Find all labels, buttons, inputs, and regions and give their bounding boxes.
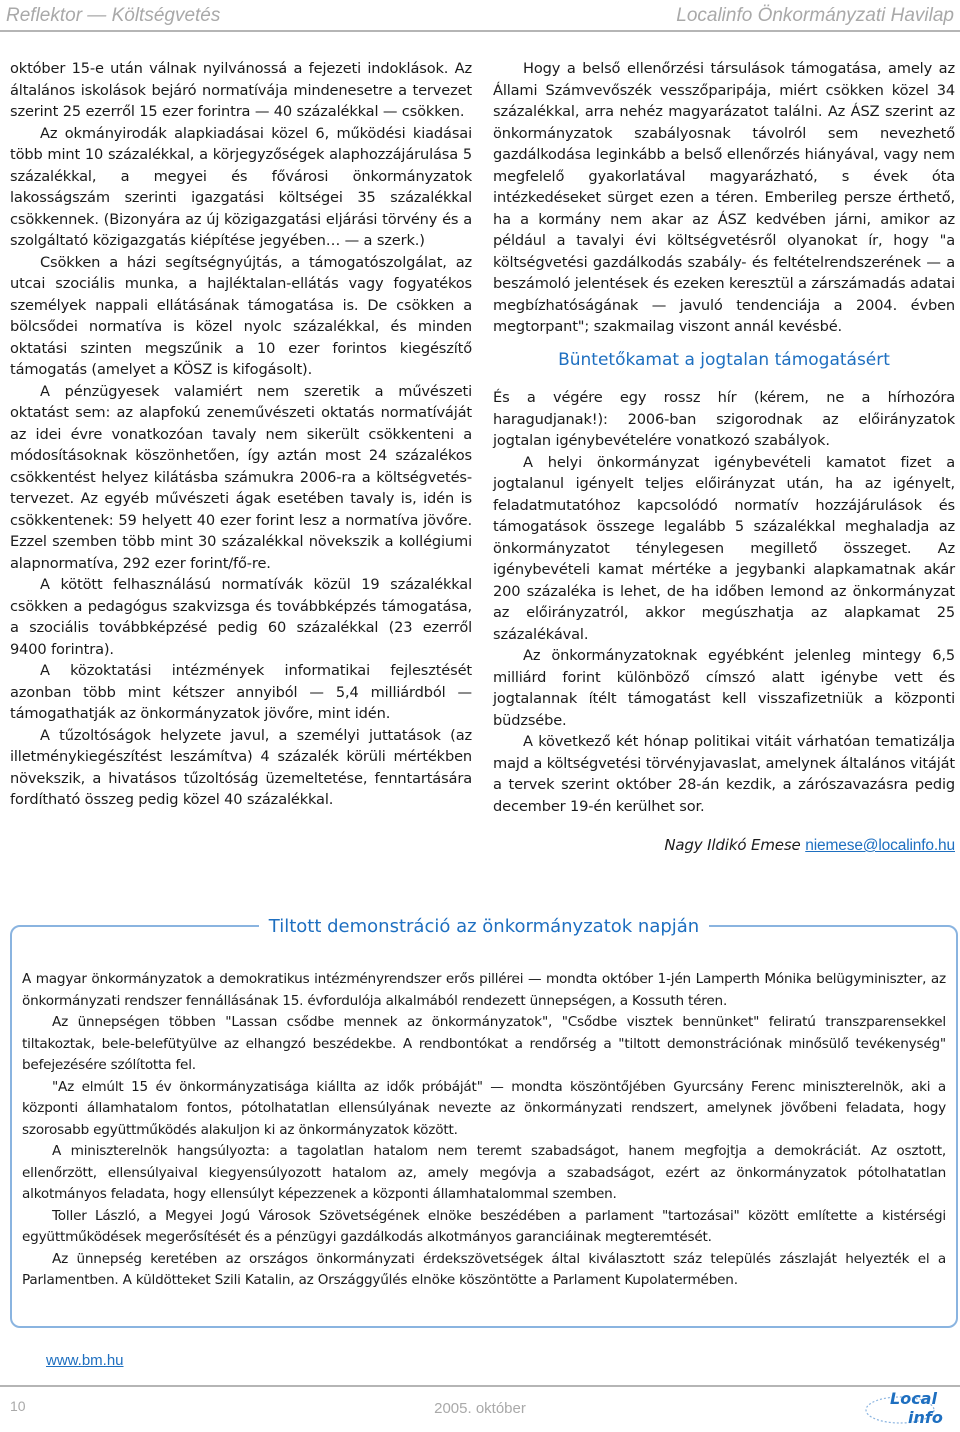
article-paragraph: A helyi önkormányzat igénybevételi kamatot fizet a jogtalanul igényelt teljes előirányzat után, ha az igényelt, feladatmutatóhoz kapcsolódó normatív hozzájárulások és támogatások összege legalább 5 százalékkal meghaladja az önkormányzatot ténylegesen megillető összeget. Az igénybevételi kamat mértéke a jegybanki alapkamatnak akár 200 százaléka is lehet, de ha időben lemond az önkormányzat az előirányzatról, akkor megúszhatja az alapkamat 25 százalékával. bbox=[493, 453, 955, 643]
box-body bbox=[22, 969, 946, 1292]
article-paragraph: Az okmányirodák alapkiadásai közel 6, működési kiadásai több mint 10 százalékkal, a körjegyzőségek alaphozzájárulása 5 százalékkal, a megyei és fővárosi önkormányzatok lakosságszám szerinti igazgatási költségei 35 százalékkal csökkennek. (Bizonyára az új közigazgatási eljárási törvény és a szolgáltató közigazgatás kiépítése jegyében… — a szerk.) bbox=[10, 124, 472, 249]
box-paragraph: Toller László, a Megyei Jogú Városok Szövetségének elnöke beszédében a parlament "tartozásai" között említette a kistérségi együttműködések megerősítését és a pénzügyi gazdálkodás alkotmányos garanciáinak megteremtését. bbox=[22, 1207, 946, 1245]
sidebar-box bbox=[10, 916, 958, 1328]
article-paragraph: A pénzügyesek valamiért nem szeretik a művészeti oktatást sem: az alapfokú zeneművészeti oktatás normatíváját az idei évre vonatkozóan tavaly nem sikerült csökkenteni a módosításoknak köszönhetően, így aztán most 24 százalékos csökkentést helyez kilátásba számukra 2006-ra a költségvetés-tervezet. Az egyéb művészeti ágak esetében tavaly is, idén is csökkentenek: 59 helyett 40 ezer forint lesz a normatíva jövőre. Ezzel szemben több mint 30 százalékkal növekszik a kollégiumi alapnormatíva, 292 ezer forint/fő-re. bbox=[10, 382, 472, 572]
box-paragraph: Az ünnepség keretében az országos önkormányzati érdekszövetségek által kiválasztott száz település zászlaját helyezték el a Parlamentben. A küldötteket Szili Katalin, az Országgyűlés elnöke köszöntötte a Parlament Kupolatermében. bbox=[22, 1250, 946, 1288]
logo-text-info: info bbox=[908, 1408, 943, 1427]
box-paragraph: "Az elmúlt 15 év önkormányzatisága kiállta az idők próbáját" — mondta köszöntőjében Gyurcsány Ferenc miniszterelnök, aki a központi államhatalom fontos, pótolhatatlan ellensúlyának nevezte az önkormányzati rendszert, amelynek jövőbeni feladata, hogy szorosabb együttműködés alakuljon ki az önkormányzatok között. bbox=[22, 1078, 946, 1138]
author-email-link[interactable]: niemese@localinfo.hu bbox=[805, 837, 955, 854]
article-paragraph: És a végére egy rossz hír (kérem, ne a hírhozóra haragudjanak!): 2006-ban szigorodnak az előirányzatok jogtalan igénybevételére vonatkozó szabályok. bbox=[493, 389, 955, 449]
article-paragraph: A tűzoltóságok helyzete javul, a személyi juttatások (az illetménykiegészítést leszámítva) 4 százalék körüli mértékben növekszik, a hivatásos tűzoltóság üzemeltetése, fenntartására fordítható összeg pedig közel 40 százalékkal. bbox=[10, 726, 472, 808]
box-paragraph: Az ünnepségen többen "Lassan csődbe mennek az önkormányzatok", "Csődbe visztek bennünket" feliratú transzparensekkel tiltakoztak, bele-belefütyülve az elhangzó beszédekbe. A rendbontókat a rendőrség a "tiltott demonstrációnak minősülő tevékenység" befejezésére szólította fel. bbox=[22, 1014, 946, 1073]
article-paragraph: A kötött felhasználású normatívák közül 19 százalékkal csökken a pedagógus szakvizsga és továbbképzés támogatása, a szociális továbbképzésé pedig 60 százalékkal (23 ezerről 9400 forintra). bbox=[10, 576, 472, 658]
issue-date: 2005. október bbox=[434, 1400, 526, 1417]
right-column bbox=[493, 58, 955, 857]
box-paragraph: A miniszterelnök hangsúlyozta: a tagolatlan hatalom nem teremt szabadságot, hanem megfojtja a demokráciát. Az osztott, ellenőrzött, ellensúlyaival kiegyensúlyozott hatalom az, amely megóvja a szabadságot, ezért az önkormányzatok pótolhatatlan alkotmányos feladata, hogy ellensúlyt képezzenek a központi államhatalommal szemben. bbox=[22, 1143, 946, 1202]
localinfo-logo bbox=[860, 1388, 956, 1428]
section-heading: Büntetőkamat a jogtalan támogatásért bbox=[558, 349, 890, 370]
page-header bbox=[0, 0, 960, 32]
page-number: 10 bbox=[10, 1398, 26, 1414]
box-paragraph: A magyar önkormányzatok a demokratikus intézményrendszer erős pillérei — mondta október 1-jén Lamperth Mónika belügyminiszter, az önkormányzati rendszer fennállásának 15. évfordulója alkalmából rendezett ünnepségen, a Kossuth téren. bbox=[22, 971, 946, 1009]
website-link[interactable]: www.bm.hu bbox=[46, 1352, 124, 1369]
box-title-wrapper bbox=[12, 913, 956, 941]
article-paragraph: A közoktatási intézmények informatikai fejlesztését azonban több mint kétszer annyiból — 5,4 milliárdból — támogathatják az önkormányzatok jövőre, mint idén. bbox=[10, 662, 472, 722]
author-byline bbox=[493, 835, 955, 857]
author-name: Nagy Ildikó Emese bbox=[664, 836, 801, 854]
article-paragraph: Az önkormányzatoknak egyébként jelenleg mintegy 6,5 milliárd forint különböző címszó alatt igénybe vett és jogtalannak ítélt támogatást kell visszafizetniük a központi büdzsébe. bbox=[493, 647, 955, 729]
article-paragraph: A következő két hónap politikai vitáit várhatóan tematizálja majd a költségvetési törvényjavaslat, amelynek általános vitáját a tervek szerint október 28-án kezdik, a zárószavazásra pedig december 19-én kerülhet sor. bbox=[493, 733, 955, 815]
logo-text-local: Local bbox=[890, 1389, 937, 1408]
header-section-title: Reflektor — Költségvetés bbox=[6, 5, 221, 26]
article-paragraph: Hogy a belső ellenőrzési társulások támogatása, amely az Állami Számvevőszék vesszőparipája, miért csökken közel 34 százalékkal, arra nehéz magyarázatot találni. Az ÁSZ szerint az önkormányzatok szabályosnak távolról sem nevezhető gazdálkodása leginkább a belső ellenőrzés hiányával, vagy nem megfelelő gyakorlatával magyarázható, s évek óta intézkedéseket sürget ezen a téren. Emberileg persze érthető, ha a kormány nem akar az ÁSZ kedvében járni, amikor az például a tavalyi évi költségvetésről olyanokat ír, hogy "a költségvetési gazdálkodás szabály- és feltételrendszerének — a beszámoló jelentések és ezeken keresztül a zárszámadás adatai megbízhatóságának — javuló tendenciája a 2004. évben megtorpant"; szakmailag viszont annál kevésbé. bbox=[493, 60, 955, 335]
article-paragraph: Csökken a házi segítségnyújtás, a támogatószolgálat, az utcai szociális munka, a hajléktalan-ellátás vagy fogyatékos személyek nappali ellátásának támogatása is. De csökken a bölcsődei normatíva is közel nyolc százalékkal, és minden oktatási szinten megszűnik a 10 ezer forintos kiegészítő támogatás (amelyet a KÖSZ is kifogásolt). bbox=[10, 253, 472, 378]
header-divider bbox=[0, 30, 960, 32]
box-title: Tiltott demonstráció az önkormányzatok napján bbox=[259, 913, 709, 941]
header-publication-name: Localinfo Önkormányzati Havilap bbox=[676, 5, 954, 26]
footer-divider bbox=[0, 1385, 960, 1387]
article-paragraph: október 15-e után válnak nyilvánossá a fejezeti indoklások. Az általános iskolások bejáró normatívája mindenesetre a tervezet szerint 25 ezerről 15 ezer forintra — 40 százalékkal — csökken. bbox=[10, 60, 472, 120]
left-column bbox=[10, 58, 472, 811]
